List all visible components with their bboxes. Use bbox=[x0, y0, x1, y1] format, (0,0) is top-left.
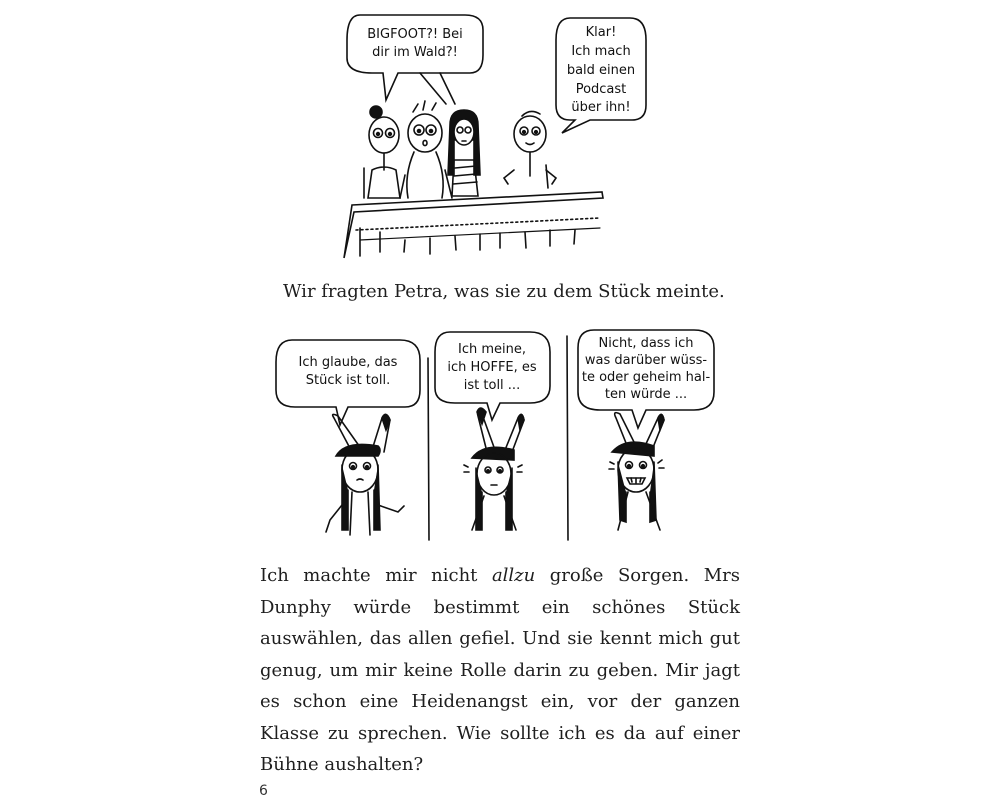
comic-caption: Wir fragten Petra, was sie zu dem Stück meinte. bbox=[283, 281, 725, 302]
body-text-rest: große Sorgen. Mrs Dunphy würde bestimmt ein schönes Stück auswählen, das allen gefiel. Und sie kennt mich gut genug, um mir keine Rolle darin zu geben. Mir jagt es schon eine Heidenangst ein, vor der ganzen Klasse zu sprechen. Wie sollte ich es da auf einer Bühne aushalten? bbox=[260, 565, 741, 775]
kid-with-bun bbox=[364, 106, 400, 198]
panel3-line1: Nicht, dass ich bbox=[598, 336, 694, 351]
panel3-line2: was darüber wüss- bbox=[584, 353, 708, 368]
panel2-line1: Ich meine, bbox=[458, 342, 526, 357]
body-emphasis: allzu bbox=[491, 565, 536, 586]
bubble-podcast-line3: bald einen bbox=[566, 63, 636, 78]
kid-surprised bbox=[400, 101, 452, 198]
bubble-bigfoot-line2: dir im Wald?! bbox=[372, 45, 458, 60]
panel2-line3: ist toll ... bbox=[463, 378, 521, 393]
bubble-podcast-line1: Klar! bbox=[585, 25, 617, 40]
petra-panel2 bbox=[464, 408, 524, 530]
petra-panel1 bbox=[326, 414, 404, 535]
panel1-line1: Ich glaube, das bbox=[298, 355, 398, 370]
panel3-line3: te oder geheim hal- bbox=[581, 370, 711, 385]
page-number: 6 bbox=[259, 783, 268, 799]
panel2-line2: ich HOFFE, es bbox=[447, 360, 537, 375]
bubble-bigfoot-line1: BIGFOOT?! Bei bbox=[367, 27, 463, 42]
panel1-line2: Stück ist toll. bbox=[305, 373, 391, 388]
kid-shrugging bbox=[504, 111, 556, 188]
bubble-podcast-line2: Ich mach bbox=[571, 44, 631, 59]
table bbox=[344, 192, 603, 258]
panel3-line4: ten würde ... bbox=[604, 387, 688, 402]
petra-panel3 bbox=[609, 413, 664, 530]
panel-divider-1 bbox=[428, 358, 429, 540]
bubble-podcast-line5: über ihn! bbox=[571, 100, 631, 115]
bubble-podcast-line4: Podcast bbox=[575, 82, 627, 97]
body-paragraph bbox=[260, 560, 740, 781]
kid-long-hair bbox=[448, 110, 480, 196]
panel-divider-2 bbox=[567, 336, 568, 540]
body-text-start: Ich machte mir nicht bbox=[260, 565, 492, 586]
